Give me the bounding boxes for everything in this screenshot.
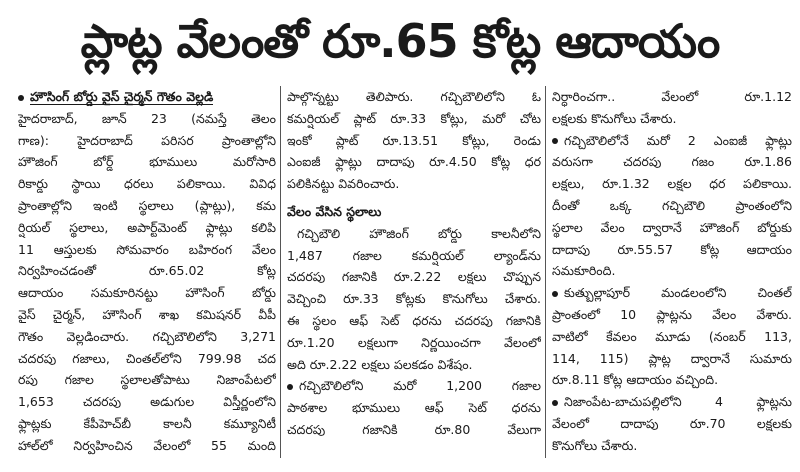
text-line: హౌజింగ్ బోర్డ్ భూములు మరోసారి [18,154,276,170]
text-line: రపు గజాల స్థలాలతోపాటు నిజాంపేటలో [18,372,276,388]
text-line: చదరపు గజానికి రూ.2.22 లక్షలు చొప్పున [287,269,541,285]
text-line: వరుసగా చదరపు గజం రూ.1.86 [552,154,792,170]
text-line: వేలంలో దాదాపు రూ.70 లక్షలకు [552,415,792,431]
text-line: దాదాపు రూ.55.57 కోట్ల ఆదాయం [552,241,792,257]
text-line [552,130,792,152]
section-subhead: వేలం వేసిన స్థలాలు [287,203,382,219]
bullet-text: నిజాంపేట-బాచుపల్లిలోని 4 ఫ్లాట్లను [564,394,792,410]
bullet-icon [552,291,558,297]
text-line: కమర్షియల్ ప్లాట్ రూ.33 కోట్లు, మరో చోట [287,110,541,126]
column-3 [552,86,792,466]
text-line: లక్షలు, రూ.1.32 లక్షల ధర పలికాయి. [552,176,792,192]
text-line: హైదరాబాద్, జూన్ 23 (నమస్తే తెలం [18,110,276,126]
bullet-icon [287,384,293,390]
text-line: దీంతో ఒక్క గచ్చిబౌలి ప్రాంతంలోని [552,197,792,213]
text-line: 11 ఆస్తులకు సోమవారం బహిరంగ వేలం [18,241,276,257]
text-line: 1,487 గజాల కమర్షియల్ ల్యాండ్‌ను [287,247,541,263]
text-line: ఆదాయం సమకూరినట్టు హౌసింగ్ బోర్డు [18,285,276,301]
text-line: ఈ స్థలం ఆఫ్ సెట్ ధరను చదరపు గజానికి [287,312,541,328]
text-line: 1,653 చదరపు అడుగుల విస్తీర్ణంలోని [18,394,276,410]
text-line: చదరపు గజానికి రూ.80 వేలుగా [287,421,541,437]
bullet-icon [18,95,24,101]
text-line: ప్రాంతంలో 10 ప్లాట్లను వేలం వేశారు. [552,306,792,322]
text-line: పాఠశాల భూములు ఆఫ్ సెట్ ధరను [287,400,541,416]
text-line: కొనుగోలు చేశారు. [552,437,638,453]
column-2 [287,86,541,466]
column-1 [18,86,276,466]
headline: ప్లాట్ల వేలంతో రూ.65 కోట్ల ఆదాయం [80,14,720,68]
text-line: వెచ్చించి రూ.33 కోట్లకు కొనుగోలు చేశారు. [287,291,541,307]
text-line: ర్షియల్ స్థలాలు, అపార్ట్‌మెంట్ ఫ్లాట్లు కలిపి [18,219,276,235]
text-line: ఇంకో ప్లాట్ రూ.13.51 కోట్లు, రెండు [287,132,541,148]
text-line: రికార్డు స్థాయి ధరలు పలికాయి. వివిధ [18,176,276,192]
article-body [0,86,800,466]
text-line: పాల్గొన్నట్టు తెలిపారు. గచ్చిబౌలిలోని ఓ [287,89,541,104]
text-line: అది రూ.2.22 లక్షలు పలకడం విశేషం. [287,356,473,372]
text-line: 114, 115) ప్లాట్ల ద్వారానే సుమారు [552,350,792,366]
text-line: గౌతం వెల్లడించారు. గచ్చిబౌలిలోని 3,271 [18,328,276,344]
text-line: రూ.8.11 కోట్ల ఆదాయం వచ్చింది. [552,372,719,388]
text-line: స్థలాల వేలం ద్వారానే హౌజింగ్ బోర్డుకు [552,219,792,235]
bullet-text: గచ్చిబౌలిలోనే మరో 2 ఎంఐజీ ఫ్లాట్లు [564,132,792,148]
text-line: నిర్వహించడంతో రూ.65.02 కోట్ల [18,263,276,279]
text-line: ఎంఐజీ ఫ్లాట్లు దాదాపు రూ.4.50 కోట్ల ధర [287,154,541,170]
text-line: ఫ్లాట్లకు కేపీహెచ్‌బీ కాలనీ కమ్యూనిటీ [18,415,276,431]
text-line [552,282,792,304]
lead-bullet [18,86,276,108]
text-line: సమకూరింది. [552,263,616,279]
text-line: లక్షలకు కొనుగోలు చేశారు. [552,110,677,126]
text-line: గాణ): హైదరాబాద్ పరిసర ప్రాంతాల్లోని [18,132,276,148]
bullet-text: గచ్చిబౌలిలోని మరో 1,200 గజాల [299,378,541,394]
text-line: హాల్‌లో నిర్వహించిన వేలంలో 55 మంది [18,437,276,453]
text-line: ప్రాంతాల్లోని ఇంటి స్థలాలు (ప్లాట్లు), కమ [18,197,276,213]
text-line: రూ.1.20 లక్షలుగా నిర్ణయించగా వేలంలో [287,334,541,350]
text-line: నిర్ధారించగా.. వేలంలో రూ.1.12 [552,89,792,104]
text-line [287,375,541,397]
text-line [552,391,792,413]
text-line: పలికినట్టు వివరించారు. [287,176,400,192]
text-line: గచ్చిబౌలి హౌజింగ్ బోర్డు కాలనీలోని [297,225,541,241]
lead-bullet-text: హౌసింగ్ బోర్డు వైస్ చైర్మన్ గౌతం వెల్లడి [30,89,214,104]
bullet-text: కుత్బుల్లాపూర్ మండలంలోని చింతల్ [564,285,792,301]
bullet-icon [552,138,558,144]
text-line: వాటిలో కేవలం మూడు (నంబర్ 113, [552,328,792,344]
bullet-icon [552,400,558,406]
text-line: చదరపు గజాలు, చింతల్‌లోని 799.98 చద [18,350,276,366]
text-line: వైస్ చైర్మన్, హౌసింగ్ శాఖ కమిషనర్ వీపీ [18,306,276,322]
